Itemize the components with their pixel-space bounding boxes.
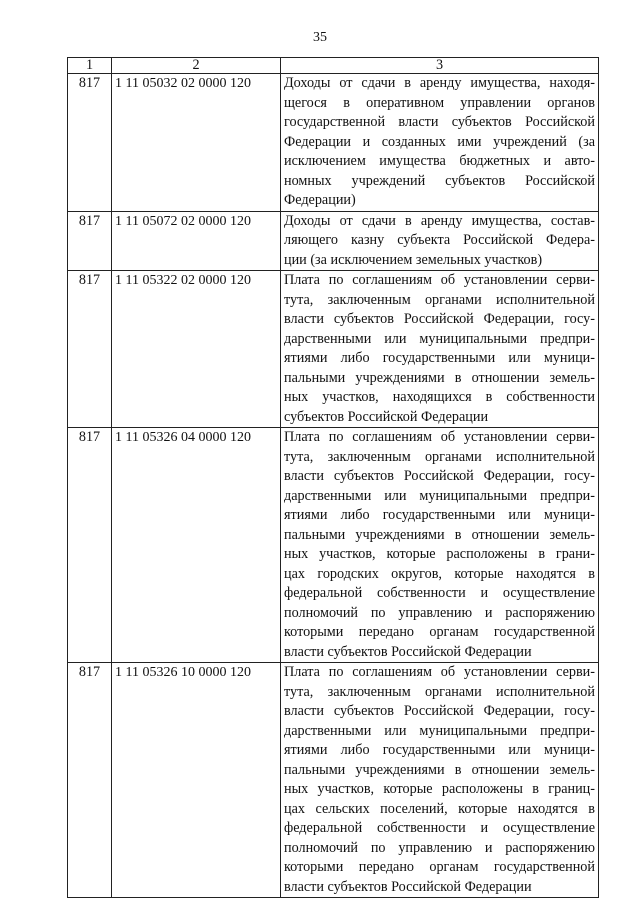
description-line: цах сельских поселений, которые находятся в (284, 800, 595, 817)
description-line: ных участков, которые расположены в границ- (284, 781, 595, 797)
description-line: Плата по соглашениям об установлении серви- (284, 429, 595, 445)
description-line: власти субъектов Российской Федерации, госу- (284, 703, 595, 719)
description-line: Плата по соглашениям об установлении серви- (284, 272, 595, 288)
table-row (68, 663, 599, 898)
table-row (68, 428, 599, 663)
budget-code-cell: 1 11 05326 10 0000 120 (112, 663, 281, 898)
admin-code-cell: 817 (68, 74, 112, 212)
description-line: Федерации и созданных ими учреждений (за (284, 133, 595, 150)
description-cell (281, 663, 599, 898)
description-line: федеральной собственности и осуществление (284, 820, 595, 836)
revenue-codes-table (67, 57, 599, 898)
description-line: дарственными или муниципальными предпри- (284, 722, 595, 739)
description-line: номных учреждений субъектов Российской (284, 172, 595, 189)
table-row (68, 271, 599, 428)
description-line: ции (за исключением земельных участков) (284, 251, 543, 268)
page-number: 35 (313, 30, 327, 45)
description-line: Федерации) (284, 192, 356, 208)
column-header-2: 2 (112, 58, 281, 74)
budget-code-cell: 1 11 05032 02 0000 120 (112, 74, 281, 212)
description-line: которыми передано органам государственной (284, 624, 595, 640)
column-header-3: 3 (281, 58, 599, 74)
description-line: ляющего казну субъекта Российской Федера- (284, 232, 595, 248)
description-line: которыми передано органам государственной (284, 859, 595, 875)
description-line: дарственными или муниципальными предпри- (284, 330, 595, 347)
table-body (68, 74, 599, 898)
admin-code-cell: 817 (68, 271, 112, 428)
description-cell (281, 428, 599, 663)
description-line: ных участков, находящихся в собственности (284, 389, 595, 405)
description-line: пальными учреждениями в отношении земель- (284, 761, 595, 778)
description-line: тута, заключенным органами исполнительной (284, 448, 595, 465)
description-line: власти субъектов Российской Федерации (284, 643, 532, 660)
admin-code-cell: 817 (68, 211, 112, 271)
admin-code-cell: 817 (68, 663, 112, 898)
budget-code-cell: 1 11 05072 02 0000 120 (112, 211, 281, 271)
description-line: щегося в оперативном управлении органов (284, 94, 595, 111)
description-line: пальными учреждениями в отношении земель- (284, 369, 595, 386)
description-line: Доходы от сдачи в аренду имущества, находя- (284, 75, 595, 91)
description-line: ятиями либо государственными или муници- (284, 742, 595, 758)
description-line: субъектов Российской Федерации (284, 408, 489, 425)
description-line: тута, заключенным органами исполнительной (284, 683, 595, 700)
budget-code-cell: 1 11 05326 04 0000 120 (112, 428, 281, 663)
description-line: пальными учреждениями в отношении земель- (284, 526, 595, 543)
column-header-1: 1 (68, 58, 112, 74)
table-row (68, 74, 599, 212)
description-line: власти субъектов Российской Федерации, госу- (284, 311, 595, 327)
description-cell (281, 74, 599, 212)
description-line: полномочий по управлению и распоряжению (284, 604, 595, 621)
budget-code-cell: 1 11 05322 02 0000 120 (112, 271, 281, 428)
table-header-row (68, 58, 599, 74)
admin-code-cell: 817 (68, 428, 112, 663)
description-line: дарственными или муниципальными предпри- (284, 487, 595, 504)
description-cell (281, 211, 599, 271)
description-line: цах городских округов, которые находятся в (284, 565, 595, 582)
description-line: власти субъектов Российской Федерации (284, 878, 532, 895)
description-line: ятиями либо государственными или муници- (284, 350, 595, 366)
table-row (68, 211, 599, 271)
description-line: полномочий по управлению и распоряжению (284, 839, 595, 856)
description-line: ятиями либо государственными или муници- (284, 507, 595, 523)
description-line: государственной власти субъектов Российской (284, 114, 595, 130)
description-line: Плата по соглашениям об установлении серви- (284, 664, 595, 680)
description-line: ных участков, которые расположены в грани- (284, 546, 595, 562)
description-cell (281, 271, 599, 428)
description-line: тута, заключенным органами исполнительной (284, 291, 595, 308)
description-line: Доходы от сдачи в аренду имущества, состав- (284, 212, 595, 229)
description-line: исключением имущества бюджетных и авто- (284, 153, 595, 169)
description-line: федеральной собственности и осуществление (284, 585, 595, 601)
description-line: власти субъектов Российской Федерации, госу- (284, 468, 595, 484)
